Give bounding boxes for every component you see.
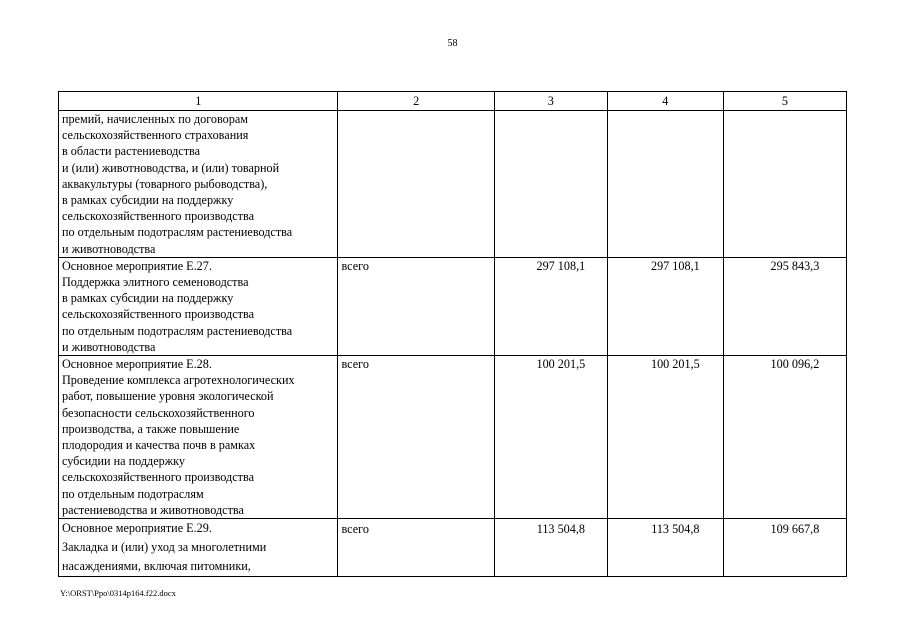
description-line: Поддержка элитного семеноводства <box>62 275 249 290</box>
amount-cell-3 <box>494 356 607 519</box>
description-line: Основное мероприятие Е.27. <box>62 258 212 273</box>
amount-value: 113 504,8 <box>651 522 700 537</box>
funding-source-cell: всего <box>338 519 494 577</box>
description-line: сельскохозяйственного производства <box>62 307 254 322</box>
amount-value: 100 201,5 <box>650 357 700 372</box>
description-line: в рамках субсидии на поддержку <box>62 291 234 306</box>
description-line: Основное мероприятие Е.29. <box>62 521 212 536</box>
funding-source-cell <box>338 111 494 258</box>
header-cell-5: 5 <box>723 92 846 111</box>
amount-cell-5 <box>723 356 846 519</box>
funding-source-cell: всего <box>338 257 494 355</box>
amount-cell-5 <box>723 111 846 258</box>
amount-cell-4 <box>607 356 723 519</box>
description-line: сельскохозяйственного производства <box>62 209 254 224</box>
amount-cell-4 <box>607 257 723 355</box>
budget-table <box>58 91 847 577</box>
description-line: по отдельным подотраслям растениеводства <box>62 225 293 240</box>
page-number: 58 <box>447 38 458 49</box>
description-line: аквакультуры (товарного рыбоводства), <box>62 176 268 191</box>
description-line: Основное мероприятие Е.28. <box>62 357 212 372</box>
amount-cell-3 <box>494 111 607 258</box>
amount-value: 100 201,5 <box>536 357 586 372</box>
header-cell-1: 1 <box>59 92 338 111</box>
description-line: премий, начисленных по договорам <box>62 112 248 126</box>
description-line: работ, повышение уровня экологической <box>62 389 274 404</box>
description-line: и (или) животноводства, и (или) товарной <box>62 160 280 175</box>
description-line: по отдельным подотраслям <box>62 486 204 501</box>
activity-description-cell <box>59 519 338 577</box>
description-line: по отдельным подотраслям растениеводства <box>62 323 293 338</box>
amount-value: 113 504,8 <box>536 522 585 537</box>
amount-cell-5 <box>723 257 846 355</box>
header-cell-3: 3 <box>494 92 607 111</box>
header-cell-2: 2 <box>338 92 494 111</box>
header-cell-4: 4 <box>607 92 723 111</box>
description-line: безопасности сельскохозяйственного <box>62 405 255 420</box>
header-row <box>59 92 847 111</box>
amount-cell-3 <box>494 519 607 577</box>
description-line: Проведение комплекса агротехнологических <box>62 373 295 388</box>
description-line: плодородия и качества почв в рамках <box>62 438 256 453</box>
amount-value: 100 096,2 <box>770 357 820 372</box>
table-row <box>59 111 847 258</box>
amount-cell-4 <box>607 111 723 258</box>
amount-value: 297 108,1 <box>536 258 586 273</box>
table-row <box>59 519 847 577</box>
activity-description-cell <box>59 356 338 519</box>
description-line: субсидии на поддержку <box>62 454 186 469</box>
amount-cell-3 <box>494 257 607 355</box>
funding-source-cell: всего <box>338 356 494 519</box>
description-line: в области растениеводства <box>62 144 201 159</box>
table-row <box>59 257 847 355</box>
description-line: растениеводства и животноводства <box>62 502 244 517</box>
description-line: производства, а также повышение <box>62 421 240 436</box>
table-row <box>59 356 847 519</box>
description-line: в рамках субсидии на поддержку <box>62 193 234 208</box>
description-line: Закладка и (или) уход за многолетними <box>62 540 267 555</box>
amount-value: 297 108,1 <box>650 258 700 273</box>
amount-cell-5 <box>723 519 846 577</box>
amount-value: 295 843,3 <box>770 258 820 273</box>
description-line: сельскохозяйственного страхования <box>62 128 249 143</box>
amount-value: 109 667,8 <box>770 522 820 537</box>
file-path: Y:\ORST\Ppo\0314p164.f22.docx <box>60 588 176 598</box>
activity-description-cell <box>59 257 338 355</box>
description-line: и животноводства <box>62 339 156 354</box>
amount-cell-4 <box>607 519 723 577</box>
description-line: и животноводства <box>62 241 156 256</box>
activity-description-cell <box>59 111 338 258</box>
description-line: сельскохозяйственного производства <box>62 470 254 485</box>
description-line: насаждениями, включая питомники, <box>62 559 251 574</box>
